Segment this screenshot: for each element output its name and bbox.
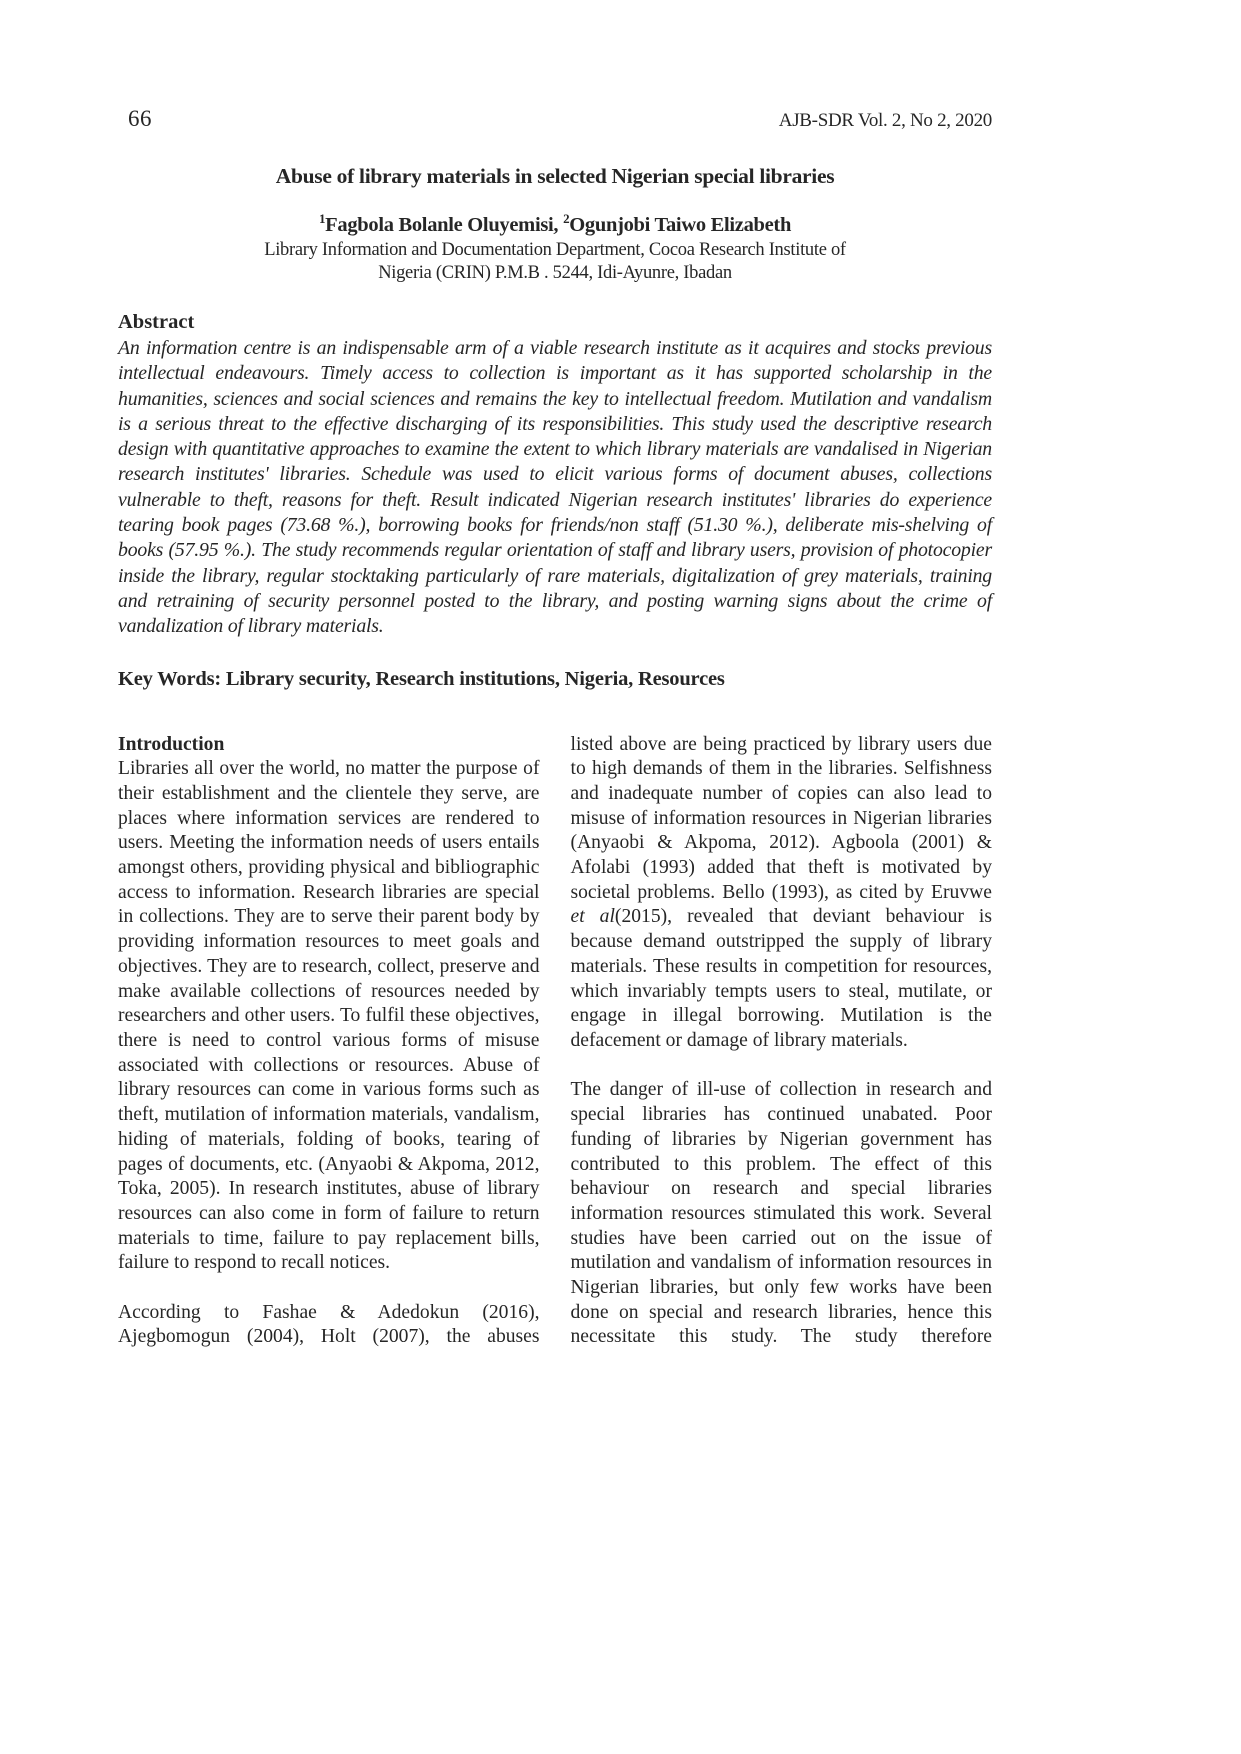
page-number: 66 xyxy=(128,106,152,131)
author2-name: Ogunjobi Taiwo Elizabeth xyxy=(569,214,792,236)
affiliation-line-1: Library Information and Documentation Department, Cocoa Research Institute of xyxy=(264,240,846,260)
left-column xyxy=(118,733,540,1351)
abstract-heading: Abstract xyxy=(118,311,195,333)
continuation-paragraph xyxy=(571,733,993,1054)
continuation-text-before: listed above are being practiced by library users due to high demands of them in the libraries. Selfishness and inadequate number of copies can also lead to misuse of information resources in Nigerian libraries (Anyaobi & Akpoma, 2012). Agboola (2001) & Afolabi (1993) added that theft is motivated by societal problems. Bello (1993), as cited by Eruvwe xyxy=(570,733,992,903)
keywords-line: Key Words: Library security, Research institutions, Nigeria, Resources xyxy=(118,667,725,690)
introduction-heading: Introduction xyxy=(118,733,225,755)
right-column xyxy=(571,733,993,1351)
et-al-citation: et al xyxy=(570,906,615,928)
affiliation-line-2: Nigeria (CRIN) P.M.B . 5244, Idi-Ayunre, Ibadan xyxy=(378,262,732,283)
page-header xyxy=(118,106,992,132)
author1-superscript: 1 xyxy=(318,211,326,227)
continuation-text-after: (2015), revealed that deviant behaviour is because demand outstripped the supply of library materials. These results in competition for resources, which invariably tempts users to steal, mutilate, or engage in illegal borrowing. Mutilation is the defacement or damage of library materials. xyxy=(570,906,993,1051)
authors-line xyxy=(118,211,992,237)
article-title: Abuse of library materials in selected Nigerian special libraries xyxy=(275,164,835,188)
abstract-body: An information centre is an indispensable arm of a viable research institute as it acquires and stocks previous intellectual endeavours. Timely access to collection is important as it has supported scholarship in the humanities, sciences and social sciences and remains the key to intellectual freedom. Mutilation and vandalism is a serious threat to the effective discharging of its responsibilities. This study used the descriptive research design with quantitative approaches to examine the extent to which library materials are vandalised in Nigerian research institutes' libraries. Schedule was used to elicit various forms of document abuses, collections vulnerable to theft, reasons for theft. Result indicated Nigerian research institutes' libraries do experience tearing book pages (73.68 %.), borrowing books for friends/non staff (51.30 %.), deliberate mis-shelving of books (57.95 %.). The study recommends regular orientation of staff and library users, provision of photocopier inside the library, regular stocktaking particularly of rare materials, digitalization of grey materials, training and retraining of security personnel posted to the library, and posting warning signs about the crime of vandalization of library materials. xyxy=(118,337,992,638)
page-content xyxy=(118,0,992,1350)
introduction-paragraph-2: According to Fashae & Adedokun (2016), Ajegbomogun (2004), Holt (2007), the abuses xyxy=(118,1301,540,1348)
author1-name: Fagbola Bolanle Oluyemisi, xyxy=(325,214,564,236)
journal-reference: AJB-SDR Vol. 2, No 2, 2020 xyxy=(778,110,992,131)
author2-superscript: 2 xyxy=(563,211,570,227)
danger-paragraph: The danger of ill-use of collection in research and special libraries has continued unabated. Poor funding of libraries by Nigerian government has contributed to this problem. The effect of this behaviour on research and special libraries information resources stimulated this work. Several studies have been carried out on the issue of mutilation and vandalism of information resources in Nigerian libraries, but only few works have been done on special and research libraries, hence this necessitate this study. The study therefore xyxy=(570,1079,992,1348)
introduction-columns xyxy=(118,733,992,1351)
introduction-paragraph-1: Libraries all over the world, no matter the purpose of their establishment and the clientele they serve, are places where information services are rendered to users. Meeting the information needs of users entails amongst others, providing physical and bibliographic access to information. Research libraries are special in collections. They are to serve their parent body by providing information resources to meet goals and objectives. They are to research, collect, preserve and make available collections of resources needed by researchers and other users. To fulfil these objectives, there is need to control various forms of misuse associated with collections or resources. Abuse of library resources can come in various forms such as theft, mutilation of information materials, vandalism, hiding of materials, folding of books, tearing of pages of documents, etc. (Anyaobi & Akpoma, 2012, Toka, 2005). In research institutes, abuse of library resources can also come in form of failure to return materials to time, failure to pay replacement bills, failure to respond to recall notices. xyxy=(118,758,540,1274)
